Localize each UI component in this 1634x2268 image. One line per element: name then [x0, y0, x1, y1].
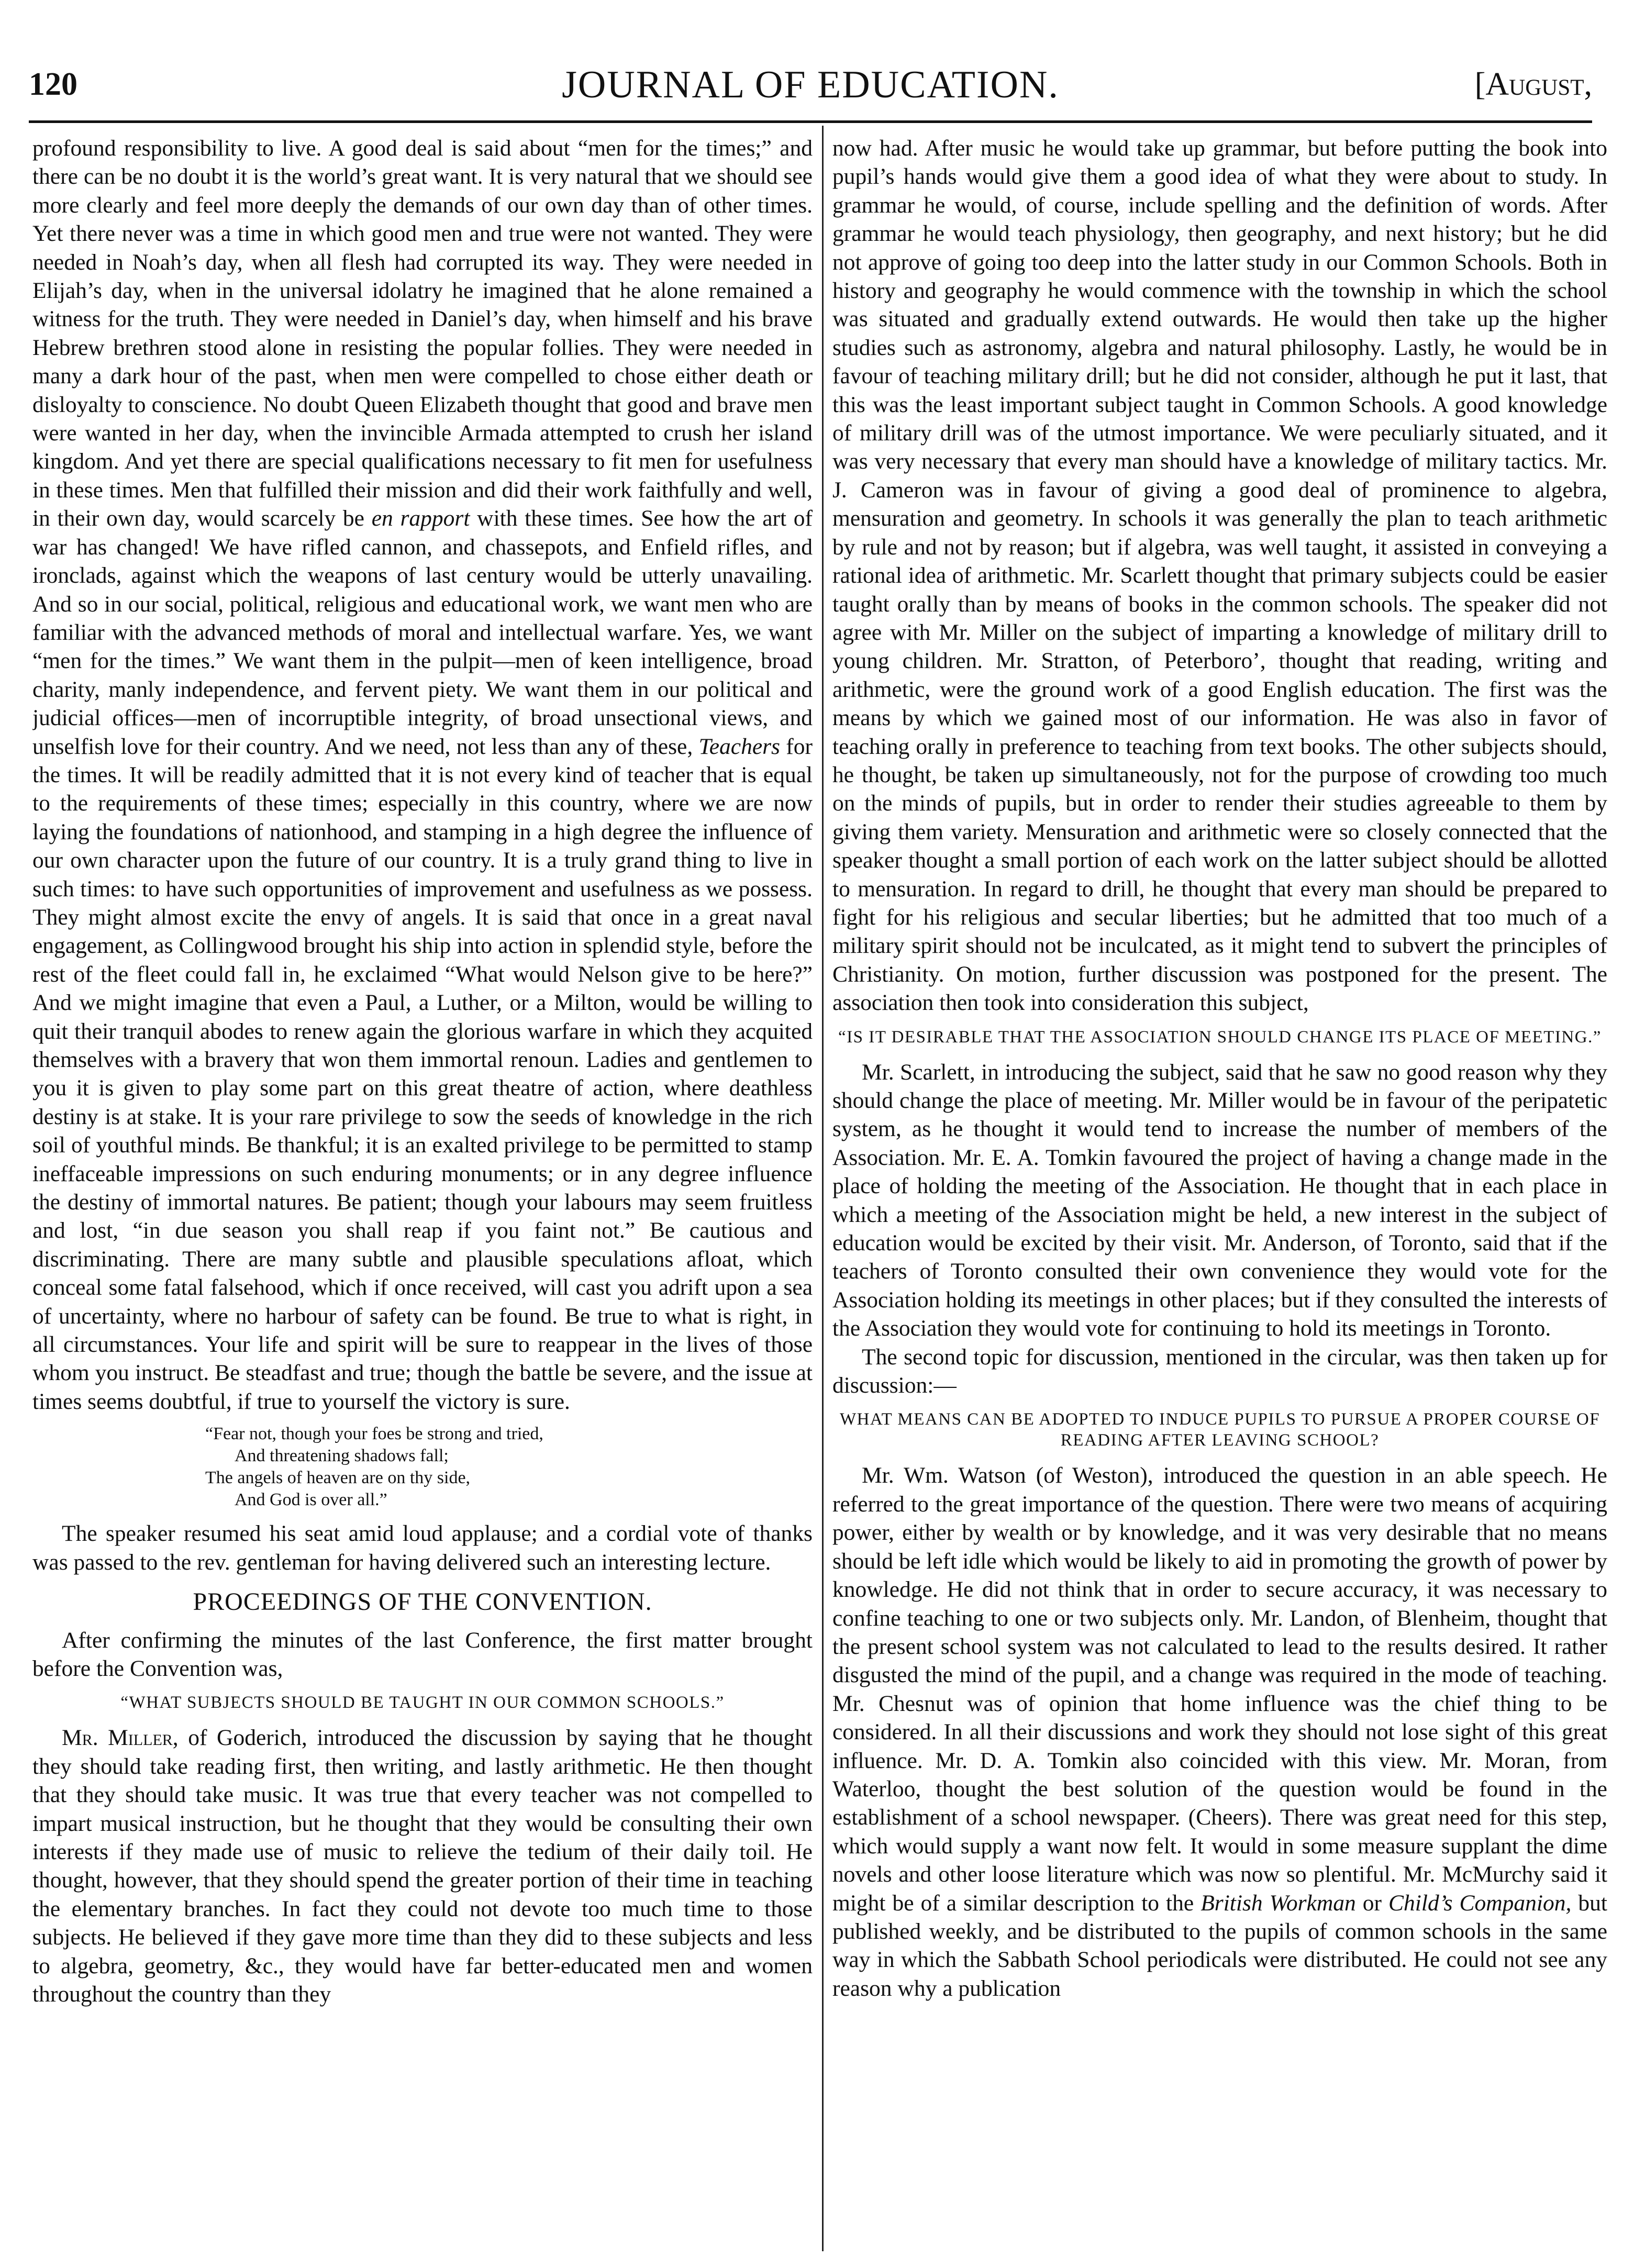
- poem-line: “Fear not, though your foes be strong and tried,: [205, 1424, 543, 1444]
- column-divider: [822, 126, 824, 2251]
- issue-month: [August,: [1474, 66, 1592, 102]
- poem-line: And threatening shadows fall;: [235, 1446, 449, 1466]
- page-number: 120: [29, 66, 77, 102]
- right-column: [832, 134, 1607, 2239]
- discussion-paragraph: Mr. Scarlett, in introducing the subject, said that he saw no good reason why they should change the place of meeting. Mr. Miller would be in favour of the peripatetic system, as he thought it would tend to increase the number of members of the Association. Mr. E. A. Tomkin favoured the project of having a change made in the place of holding the meeting of the Association. He thought that in each place in which a meeting of the Association might be held, a new interest in the subject of education would be excited by their visit. Mr. Anderson, of Toronto, said that if the teachers of Toronto consulted their own convenience they would vote for the Association holding its meetings in other places; but if they consulted the interests of the Association they would vote for continuing to hold its meetings in Toronto.: [832, 1059, 1607, 1341]
- poem-quote: [205, 1423, 813, 1511]
- discussion-topic-heading: WHAT MEANS CAN BE ADOPTED TO INDUCE PUPILS TO PURSUE A PROPER COURSE OF READING AFTER LEAVING SCHOOL?: [839, 1410, 1600, 1450]
- proceedings-intro: After confirming the minutes of the last Conference, the first matter brought before the Convention was,: [32, 1627, 813, 1681]
- section-heading: PROCEEDINGS OF THE CONVENTION.: [193, 1588, 652, 1616]
- poem-line: The angels of heaven are on thy side,: [205, 1468, 471, 1488]
- discussion-topic-heading: “IS IT DESIRABLE THAT THE ASSOCIATION SHOULD CHANGE ITS PLACE OF MEETING.”: [838, 1027, 1602, 1047]
- discussion-paragraph: Mr. Miller, of Goderich, introduced the discussion by saying that he thought they should take reading first, then writing, and lastly arithmetic. He then thought that they should take music. It was true that every teacher was not compelled to impart musical instruction, but he thought that they would be consulting their own interests if they made use of music to relieve the tedium of their daily toil. He thought, however, that they should spend the greater portion of their time in teaching the elementary branches. In fact they could not devote too much time to those subjects. He believed if they gave more time than they did to these subjects and less to algebra, geometry, &c., they would have far better-educated men and women throughout the country than they: [32, 1725, 813, 2007]
- discussion-paragraph: now had. After music he would take up grammar, but before putting the book into pupil’s hands would give them a good idea of what they were about to study. In grammar he would, of course, include spelling and the definition of words. After grammar he would teach physiology, then geography, and next history; but he did not approve of going too deep into the latter study in our Common Schools. Both in history and geography he would commence with the township in which the school was situated and gradually extend outwards. He would then take up the higher studies such as astronomy, algebra and natural philosophy. Lastly, he would be in favour of teaching military drill; but he did not consider, although he put it last, that this was the least important subject taught in Common Schools. A good knowledge of military drill was of the utmost importance. We were peculiarly situated, and it was very necessary that every man should have a knowledge of military tactics. Mr. J. Cameron was in favour of giving a good deal of prominence to algebra, mensuration and geometry. In schools it was generally the plan to teach arithmetic by rule and not by reason; but if algebra, was well taught, it assisted in conveying a rational idea of arithmetic. Mr. Scarlett thought that primary subjects could be easier taught orally than by means of books in the common schools. The speaker did not agree with Mr. Miller on the subject of imparting a knowledge of military drill to young children. Mr. Stratton, of Peterboro’, thought that reading, writing and arithmetic, were the ground work of a good English education. The first was the means by which we gained most of our information. He was also in favor of teaching orally in preference to teaching from text books. The other subjects should, he thought, be taken up simultaneously, not for the purpose of crowding too much on the minds of pupils, but in order to render their studies agreeable to them by giving them variety. Mensuration and arithmetic were so closely connected that the speaker thought a small portion of each work on the latter subject should be allotted to mensuration. In regard to drill, he thought that every man should be prepared to fight for his religious and secular liberties; but he admitted that too much of a military spirit should not be inculcated, as it might tend to subvert the principles of Christianity. On motion, further discussion was postponed for the present. The association then took into consideration this subject,: [832, 136, 1607, 1016]
- discussion-topic-heading: “WHAT SUBJECTS SHOULD BE TAUGHT IN OUR COMMON SCHOOLS.”: [120, 1693, 725, 1713]
- closing-paragraph: The speaker resumed his seat amid loud applause; and a cordial vote of thanks was passed to the rev. gentleman for having delivered such an interesting lecture.: [32, 1521, 813, 1575]
- lecture-paragraph: profound responsibility to live. A good deal is said about “men for the times;” and there can be no doubt it is the world’s great want. It is very natural that we should see more clearly and feel more deeply the demands of our own day than of other times. Yet there never was a time in which good men and true were not wanted. They were needed in Noah’s day, when all flesh had corrupted its way. They were needed in Elijah’s day, when in the universal idolatry he imagined that he alone remained a witness for the truth. They were needed in Daniel’s day, when himself and his brave Hebrew brethren stood alone in resisting the popular follies. They were needed in many a dark hour of the past, when men were compelled to chose either death or disloyalty to conscience. No doubt Queen Elizabeth thought that good and brave men were wanted in her day, when the invincible Armada attempted to crush her island kingdom. And yet there are special qualifications necessary to fit men for usefulness in these times. Men that fulfilled their mission and did their work faithfully and well, in their own day, would scarcely be en rapport with these times. See how the art of war has changed! We have rifled cannon, and chassepots, and Enfield rifles, and ironclads, against which the weapons of last century would be utterly unavailing. And so in our social, political, religious and educational work, we want men who are familiar with the advanced methods of moral and intellectual warfare. Yes, we want “men for the times.” We want them in the pulpit—men of keen intelligence, broad charity, manly independence, and fervent piety. We want them in our political and judicial offices—men of incorruptible integrity, of broad unsectional views, and unselfish love for their country. And we need, not less than any of these, Teachers for the times. It will be readily admitted that it is not every kind of teacher that is equal to the requirements of these times; especially in this country, where we are now laying the foundations of nationhood, and stamping in a high degree the influence of our own character upon the future of our country. It is a truly grand thing to live in such times: to have such opportunities of improvement and usefulness as we possess. They might almost excite the envy of angels. It is said that once in a great naval engagement, as Collingwood brought his ship into action in splendid style, before the rest of the fleet could fall in, he exclaimed “What would Nelson give to be here?” And we might imagine that even a Paul, a Luther, or a Milton, would be willing to quit their tranquil abodes to renew again the glorious warfare in which they acquited themselves with a bravery that won them immortal renoun. Ladies and gentlemen to you it is given to play some part on this great theatre of action, where deathless destiny is at stake. It is your rare privilege to sow the seeds of knowledge in the rich soil of youthful minds. Be thankful; it is an exalted privilege to be permitted to stamp ineffaceable impressions on such enduring monuments; or in any degree influence the destiny of immortal natures. Be patient; though your labours may seem fruitless and lost, “in due season you shall reap if you faint not.” Be cautious and discriminating. There are many subtle and plausible speculations afloat, which conceal some fatal falsehood, which if once received, will cast you adrift upon a sea of uncertainty, where no harbour of safety can be found. Be true to what is right, in all circumstances. Your life and spirit will be sure to reappear in the lives of those whom you instruct. Be steadfast and true; though the battle be severe, and the issue at times seems doubtful, if true to yourself the victory is sure.: [32, 136, 813, 1414]
- left-column: [32, 134, 813, 2239]
- poem-line: And God is over all.”: [235, 1490, 387, 1510]
- discussion-paragraph: Mr. Wm. Watson (of Weston), introduced the question in an able speech. He referred to the great importance of the question. There were two means of acquiring power, either by wealth or by knowledge, and it was very desirable that no means should be left idle which would be likely to aid in promoting the growth of power by knowledge. He did not think that in order to secure accuracy, it was necessary to confine teaching to one or two subjects only. Mr. Landon, of Blenheim, thought that the present school system was not calculated to lead to the results desired. It rather disgusted the mind of the pupil, and a change was required in the mode of teaching. Mr. Chesnut was of opinion that home influence was the chief thing to be considered. In all their discussions and work they should not lose sight of this great influence. Mr. D. A. Tomkin also coincided with this view. Mr. Moran, from Waterloo, thought the best solution of the question would be found in the establishment of a school newspaper. (Cheers). There was great need for this step, which would supply a want now felt. It would in some measure supplant the dime novels and other loose literature which was now so plentiful. Mr. McMurchy said it might be of a similar description to the British Workman or Child’s Companion, but published weekly, and be distributed to the pupils of common schools in the same way in which the Sabbath School periodicals were distributed. He could not see any reason why a publication: [832, 1463, 1607, 2001]
- page-header: [29, 63, 1592, 123]
- discussion-paragraph: The second topic for discussion, mentioned in the circular, was then taken up for discussion:—: [832, 1344, 1607, 1398]
- journal-title: JOURNAL OF EDUCATION.: [562, 63, 1059, 106]
